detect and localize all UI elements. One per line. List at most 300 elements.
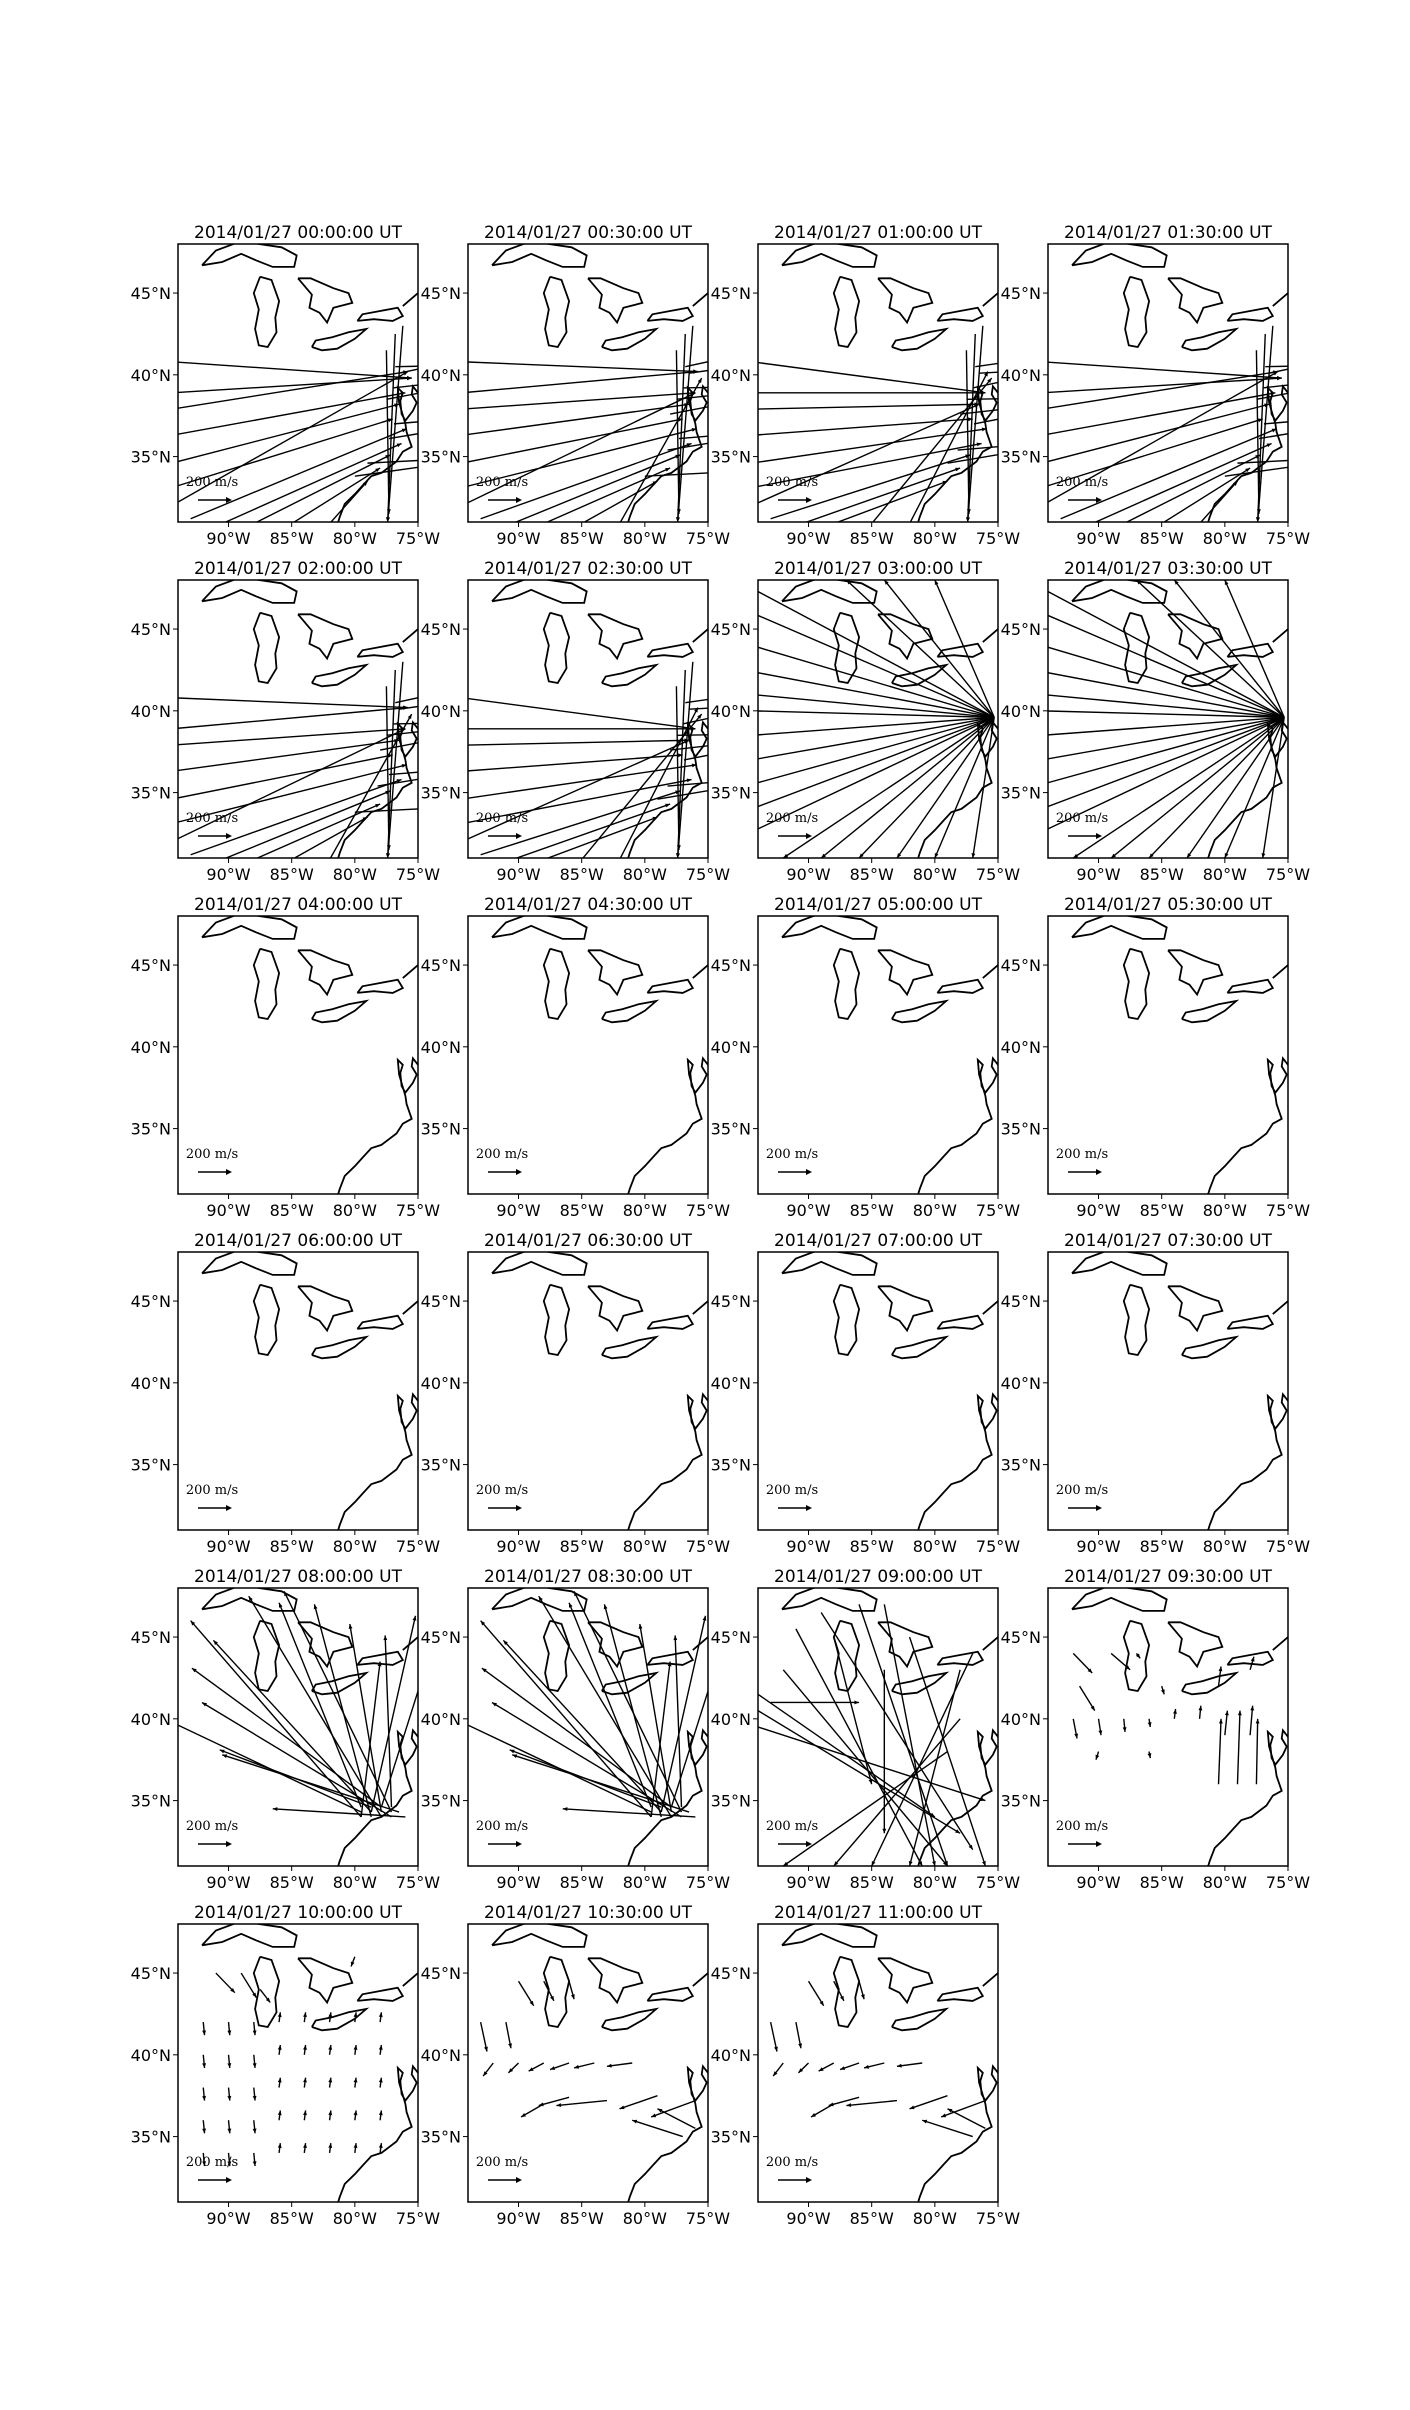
wind-vector (172, 393, 406, 436)
panel-9 (131, 895, 441, 1220)
wind-vector (556, 2101, 607, 2106)
coastline (1124, 1285, 1149, 1355)
x-tick-label: 75°W (1265, 865, 1311, 884)
wind-vector-head (882, 1829, 886, 1834)
coastline (937, 1988, 982, 2001)
reference-vector-head (516, 1505, 522, 1511)
reference-vector-label: 200 m/s (185, 1147, 239, 1162)
x-tick-label: 80°W (912, 529, 957, 548)
reference-vector-label: 200 m/s (185, 1483, 239, 1498)
x-tick-label: 80°W (912, 1537, 957, 1556)
x-tick-label: 90°W (1076, 529, 1121, 548)
reference-vector-label: 200 m/s (185, 2155, 239, 2170)
x-tick-label: 75°W (395, 529, 441, 548)
wind-vector (1162, 468, 1250, 524)
reference-vector-head (516, 833, 522, 839)
y-tick-label: 40°N (420, 1037, 461, 1057)
coastline (254, 1621, 279, 1691)
coastline (1168, 950, 1222, 994)
y-tick-label: 45°N (710, 1964, 751, 1984)
y-tick-label: 45°N (420, 1292, 461, 1312)
coastline (357, 1988, 402, 2001)
x-tick-label: 80°W (1202, 529, 1247, 548)
coastline (627, 701, 723, 861)
panel-title: 2014/01/27 02:00:00 UT (194, 559, 402, 579)
coastline (357, 308, 402, 321)
x-tick-label: 75°W (395, 1873, 441, 1892)
y-tick-label: 40°N (710, 2045, 751, 2065)
coastline (602, 1001, 656, 1022)
wind-vector (1042, 393, 1276, 436)
wind-vector (1042, 717, 1285, 760)
wind-vector (462, 393, 696, 409)
wind-vector (1174, 580, 1284, 717)
reference-vector-label: 200 m/s (1055, 1483, 1109, 1498)
wind-vector (1219, 1719, 1222, 1784)
wind-vector-head (752, 828, 757, 832)
wind-vector (620, 2096, 658, 2109)
wind-vector-head (752, 671, 757, 675)
wind-vector (393, 721, 576, 724)
panel-title: 2014/01/27 10:00:00 UT (194, 1903, 402, 1923)
x-tick-label: 75°W (1265, 1873, 1311, 1892)
wind-vector (1237, 1711, 1240, 1785)
wind-vector (657, 2109, 695, 2129)
wind-vector (1124, 455, 1260, 524)
wind-vector-head (752, 733, 757, 737)
y-tick-label: 40°N (420, 1709, 461, 1729)
reference-vector-head (226, 1841, 232, 1847)
coastline (588, 614, 642, 658)
panel-title: 2014/01/27 08:30:00 UT (484, 1567, 692, 1587)
reference-vector-head (516, 1841, 522, 1847)
wind-vector-head (1251, 1657, 1255, 1662)
x-tick-label: 80°W (912, 2209, 957, 2228)
coastline (878, 1958, 932, 2002)
panel-20 (1001, 1567, 1311, 1892)
x-tick-label: 75°W (975, 529, 1021, 548)
wind-vector-head (886, 371, 891, 375)
wind-vector-head (874, 698, 879, 702)
wind-vector (512, 455, 680, 524)
wind-vector-head (1042, 828, 1047, 832)
panel-3 (711, 223, 1200, 548)
x-tick-label: 85°W (1139, 1201, 1184, 1220)
y-tick-label: 35°N (420, 1119, 461, 1139)
panel-13 (131, 1231, 441, 1556)
x-tick-label: 80°W (912, 1873, 957, 1892)
coastline (647, 980, 692, 993)
wind-vector-head (563, 1807, 568, 1811)
wind-vector-head (752, 693, 757, 697)
wind-vector (462, 362, 698, 372)
wind-vector (172, 362, 412, 378)
x-tick-label: 90°W (206, 865, 251, 884)
coastline (983, 1957, 1017, 1986)
coastline (602, 2009, 656, 2030)
panel-2 (421, 223, 913, 548)
y-tick-label: 45°N (710, 1292, 751, 1312)
wind-vector (1263, 365, 1410, 388)
panel-title: 2014/01/27 01:00:00 UT (774, 223, 982, 243)
coastline (647, 1988, 692, 2001)
wind-vector-head (622, 323, 627, 327)
coastline (878, 1622, 932, 1666)
wind-vector-head (1145, 394, 1150, 398)
wind-vector (1042, 717, 1285, 735)
coastline (298, 1958, 352, 2002)
x-tick-label: 90°W (206, 2209, 251, 2228)
wind-vector-head (1042, 733, 1047, 737)
y-tick-label: 45°N (710, 620, 751, 640)
wind-vector (685, 318, 912, 367)
wind-vector (1042, 404, 1269, 463)
coastline (1227, 980, 1272, 993)
wind-vector-head (585, 406, 590, 410)
reference-vector-label: 200 m/s (475, 811, 529, 826)
wind-vector-head (1238, 1711, 1242, 1716)
wind-vector (1264, 408, 1410, 424)
wind-vector-head (351, 1962, 355, 1967)
coastline (1227, 308, 1272, 321)
wind-vector (897, 717, 994, 858)
coastline (312, 1337, 366, 1358)
y-tick-label: 40°N (1000, 1373, 1041, 1393)
coastline (627, 365, 723, 525)
coastline (834, 277, 859, 347)
x-tick-label: 80°W (622, 2209, 667, 2228)
x-tick-label: 80°W (1202, 1537, 1247, 1556)
wind-vector (1256, 1719, 1257, 1784)
wind-vector (378, 750, 593, 786)
panel-12 (1001, 895, 1311, 1220)
reference-vector-head (1096, 1841, 1102, 1847)
coastline (357, 644, 402, 657)
panel-11 (711, 895, 1021, 1220)
wind-vector (1259, 403, 1410, 439)
y-tick-label: 40°N (1000, 1037, 1041, 1057)
wind-vector (249, 1596, 382, 1817)
reference-vector-label: 200 m/s (765, 2155, 819, 2170)
panel-title: 2014/01/27 03:30:00 UT (1064, 559, 1272, 579)
wind-vector-head (665, 804, 670, 808)
panel-4 (1001, 223, 1410, 548)
coastline (937, 980, 982, 993)
y-tick-label: 35°N (1000, 1791, 1041, 1811)
x-tick-label: 80°W (1202, 1873, 1247, 1892)
wind-vector (683, 385, 866, 388)
y-tick-label: 40°N (1000, 365, 1041, 385)
reference-vector-label: 200 m/s (1055, 1147, 1109, 1162)
wind-vector-head (1157, 426, 1162, 430)
x-tick-label: 85°W (559, 865, 604, 884)
y-tick-label: 45°N (130, 1628, 171, 1648)
panel-5 (131, 559, 623, 884)
wind-vector (968, 326, 983, 522)
x-tick-label: 75°W (975, 865, 1021, 884)
x-tick-label: 80°W (1202, 1201, 1247, 1220)
wind-vector (752, 404, 979, 409)
reference-vector-label: 200 m/s (1055, 811, 1109, 826)
panel-title: 2014/01/27 04:00:00 UT (194, 895, 402, 915)
coastline (298, 614, 352, 658)
coastline (834, 949, 859, 1019)
wind-vector-head (1042, 757, 1047, 761)
x-tick-label: 85°W (269, 1201, 314, 1220)
coastline (647, 644, 692, 657)
x-tick-label: 80°W (332, 865, 377, 884)
y-tick-label: 40°N (710, 365, 751, 385)
wind-vector (254, 455, 390, 524)
reference-vector-label: 200 m/s (765, 475, 819, 490)
y-tick-label: 35°N (130, 447, 171, 467)
wind-vector (462, 698, 696, 729)
coastline (298, 950, 352, 994)
x-tick-label: 75°W (685, 865, 731, 884)
x-tick-label: 90°W (786, 1201, 831, 1220)
x-tick-label: 75°W (395, 1201, 441, 1220)
x-tick-label: 90°W (786, 1873, 831, 1892)
panel-title: 2014/01/27 02:30:00 UT (484, 559, 692, 579)
coastline (254, 1285, 279, 1355)
x-tick-label: 75°W (1265, 1201, 1311, 1220)
y-tick-label: 35°N (420, 2127, 461, 2147)
y-tick-label: 35°N (710, 1455, 751, 1475)
coastline (254, 1957, 279, 2027)
wind-vector-head (540, 801, 545, 805)
y-tick-label: 40°N (130, 365, 171, 385)
wind-vector (462, 372, 698, 393)
wind-vector (1073, 717, 1284, 858)
reference-vector-label: 200 m/s (765, 1147, 819, 1162)
coastline (937, 1652, 982, 1665)
wind-vector-head (1042, 671, 1047, 675)
reference-vector-head (226, 1505, 232, 1511)
coastline (627, 1709, 723, 1869)
coastline (337, 1037, 433, 1197)
wind-vector (1225, 447, 1410, 476)
x-tick-label: 90°W (206, 529, 251, 548)
y-tick-label: 40°N (710, 1373, 751, 1393)
x-tick-label: 75°W (685, 529, 731, 548)
wind-vector-head (752, 805, 757, 809)
coastline (337, 1373, 433, 1533)
coastline (917, 1037, 1013, 1197)
x-tick-label: 85°W (559, 1537, 604, 1556)
wind-vector-head (651, 2114, 656, 2118)
wind-vector-head (752, 645, 757, 649)
x-tick-label: 85°W (559, 1201, 604, 1220)
wind-vector (1263, 717, 1284, 858)
wind-vector-head (552, 452, 557, 456)
wind-vector (834, 481, 948, 524)
x-tick-label: 80°W (332, 529, 377, 548)
coastline (878, 278, 932, 322)
coastline (878, 1286, 932, 1330)
y-tick-label: 40°N (1000, 1709, 1041, 1729)
coastline (1124, 949, 1149, 1019)
x-tick-label: 90°W (1076, 1873, 1121, 1892)
coastline (588, 278, 642, 322)
wind-vector (395, 654, 622, 703)
y-tick-label: 40°N (1000, 701, 1041, 721)
y-tick-label: 45°N (1000, 1292, 1041, 1312)
wind-vector (834, 1719, 960, 1866)
y-tick-label: 35°N (130, 783, 171, 803)
wind-vector-head (1161, 1689, 1165, 1694)
coastline (892, 1337, 946, 1358)
coastline (1168, 1286, 1222, 1330)
coastline (834, 613, 859, 683)
x-tick-label: 90°W (206, 1537, 251, 1556)
panel-19 (711, 1567, 1021, 1892)
panel-7 (711, 559, 1021, 884)
wind-vector (651, 1662, 670, 1817)
wind-vector (752, 362, 986, 393)
coastline (544, 949, 569, 1019)
wind-vector (676, 350, 679, 514)
wind-vector-head (752, 588, 757, 592)
y-tick-label: 40°N (420, 701, 461, 721)
wind-vector (910, 372, 988, 524)
coastline (588, 950, 642, 994)
x-tick-label: 80°W (622, 865, 667, 884)
coastline (647, 1316, 692, 1329)
coastline (892, 2009, 946, 2030)
x-tick-label: 85°W (559, 1873, 604, 1892)
x-tick-label: 75°W (1265, 1537, 1311, 1556)
y-tick-label: 45°N (710, 1628, 751, 1648)
wind-vector (1042, 613, 1285, 718)
panel-8 (1001, 559, 1311, 884)
y-tick-label: 35°N (710, 447, 751, 467)
wind-vector-head (580, 757, 585, 761)
x-tick-label: 90°W (496, 2209, 541, 2228)
reference-vector-head (806, 833, 812, 839)
coastline (544, 613, 569, 683)
wind-vector-head (840, 2066, 845, 2070)
wind-vector (802, 468, 960, 524)
panel-title: 2014/01/27 05:00:00 UT (774, 895, 982, 915)
x-tick-label: 85°W (849, 865, 894, 884)
y-tick-label: 45°N (1000, 284, 1041, 304)
y-tick-label: 35°N (130, 1455, 171, 1475)
wind-vector-head (855, 730, 860, 734)
panel-title: 2014/01/27 04:30:00 UT (484, 895, 692, 915)
y-tick-label: 40°N (420, 1373, 461, 1393)
x-tick-label: 75°W (395, 1537, 441, 1556)
wind-vector-head (1042, 805, 1047, 809)
y-tick-label: 40°N (130, 1709, 171, 1729)
reference-vector-label: 200 m/s (475, 1819, 529, 1834)
reference-vector-label: 200 m/s (185, 475, 239, 490)
wind-vector-head (220, 1750, 225, 1754)
x-tick-label: 85°W (269, 1873, 314, 1892)
y-tick-label: 35°N (130, 1119, 171, 1139)
x-tick-label: 90°W (496, 1537, 541, 1556)
wind-vector (1225, 717, 1284, 858)
wind-vector (222, 791, 390, 860)
wind-vector-head (550, 2066, 555, 2070)
x-tick-label: 75°W (975, 2209, 1021, 2228)
wind-vector (821, 717, 994, 858)
reference-vector-head (806, 1169, 812, 1175)
coastline (1124, 277, 1149, 347)
wind-vector-head (830, 465, 835, 469)
y-tick-label: 35°N (420, 783, 461, 803)
x-tick-label: 90°W (206, 1873, 251, 1892)
coastline (254, 949, 279, 1019)
wind-vector (935, 717, 994, 858)
panel-title: 2014/01/27 08:00:00 UT (194, 1567, 402, 1587)
wind-vector (670, 727, 872, 750)
y-tick-label: 35°N (420, 1791, 461, 1811)
y-tick-label: 40°N (710, 1037, 751, 1057)
x-tick-label: 85°W (559, 2209, 604, 2228)
panel-title: 2014/01/27 09:00:00 UT (774, 1567, 982, 1587)
reference-vector-label: 200 m/s (475, 475, 529, 490)
panel-title: 2014/01/27 06:00:00 UT (194, 1231, 402, 1251)
x-tick-label: 85°W (559, 529, 604, 548)
panel-22 (421, 1903, 731, 2228)
wind-vector-head (279, 1603, 283, 1608)
wind-vector-head (941, 2114, 946, 2118)
coastline (312, 1001, 366, 1022)
wind-vector (846, 2101, 897, 2106)
reference-vector-head (806, 1505, 812, 1511)
wind-vector (783, 717, 994, 858)
coastline (1273, 1621, 1307, 1650)
wind-vector-head (462, 1722, 467, 1726)
coastline (588, 1958, 642, 2002)
reference-vector-head (1096, 1505, 1102, 1511)
x-tick-label: 80°W (912, 1201, 957, 1220)
y-tick-label: 45°N (710, 956, 751, 976)
x-tick-label: 75°W (395, 2209, 441, 2228)
y-tick-label: 40°N (130, 1037, 171, 1057)
wind-vector-head (1042, 613, 1047, 617)
wind-vector-head (574, 362, 579, 366)
wind-vector-head (587, 749, 592, 753)
reference-vector-head (516, 1169, 522, 1175)
x-tick-label: 85°W (1139, 865, 1184, 884)
y-tick-label: 45°N (1000, 620, 1041, 640)
x-tick-label: 80°W (332, 2209, 377, 2228)
y-tick-label: 35°N (710, 783, 751, 803)
wind-vector-head (569, 1603, 573, 1608)
coastline (892, 665, 946, 686)
wind-vector-head (1219, 1719, 1223, 1724)
wind-vector (884, 1604, 935, 1866)
y-tick-label: 40°N (130, 701, 171, 721)
y-tick-label: 40°N (130, 1373, 171, 1393)
panel-title: 2014/01/27 07:00:00 UT (774, 1231, 982, 1251)
y-tick-label: 35°N (710, 1791, 751, 1811)
wind-vector-head (571, 1994, 575, 1999)
coastline (602, 665, 656, 686)
panel-title: 2014/01/27 00:30:00 UT (484, 223, 692, 243)
y-tick-label: 45°N (420, 620, 461, 640)
panel-21 (131, 1903, 441, 2228)
x-tick-label: 75°W (685, 2209, 731, 2228)
wind-vector-head (571, 719, 576, 723)
wind-vector-head (673, 1635, 677, 1640)
x-tick-label: 80°W (622, 1201, 667, 1220)
wind-vector (172, 729, 406, 745)
wind-vector-head (877, 413, 882, 417)
y-tick-label: 35°N (1000, 1119, 1041, 1139)
wind-vector-head (752, 781, 757, 785)
